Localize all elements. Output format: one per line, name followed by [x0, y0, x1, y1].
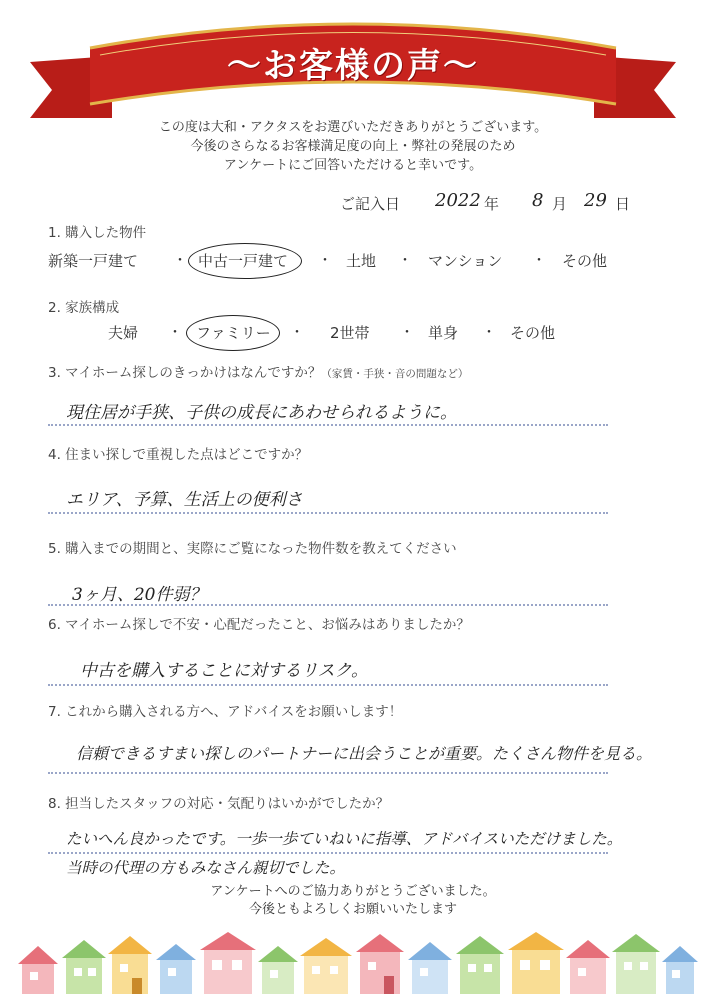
- q6-question: 6. マイホーム探しで不安・心配だったこと、お悩みはありましたか？: [48, 617, 470, 633]
- q3-question-text: 3. マイホーム探しのきっかけはなんですか？: [48, 365, 322, 381]
- q5-answer: 3ヶ月、20件弱？: [72, 585, 207, 605]
- q8-answer-line-1: たいへん良かったです。一歩一歩ていねいに指導、アドバイスいただけました。: [66, 830, 623, 848]
- q3-question: [48, 361, 468, 381]
- q1-option: 土地: [346, 252, 377, 270]
- q7-answer: 信頼できるすまい探しのパートナーに出会うことが重要。たくさん物件を見る。: [76, 744, 653, 763]
- intro-line: この度は大和・アクタスをお選びいただきありがとうございます。: [158, 120, 548, 135]
- q2-question: 2. 家族構成: [48, 300, 120, 316]
- thanks-text: アンケートへのご協力ありがとうございました。: [210, 884, 496, 899]
- house-icon: [200, 932, 256, 994]
- q1-option-selected: 中古一戸建て: [198, 252, 289, 270]
- house-icon: [662, 946, 698, 994]
- q4-question: 4. 住まい探しで重視した点はどこですか？: [48, 447, 309, 463]
- q2-option: 単身: [428, 324, 459, 342]
- q7-question: 7. これから購入される方へ、アドバイスをお願いします！: [48, 704, 403, 720]
- page-title: 〜お客様の声〜: [227, 46, 479, 86]
- q5-answer-line: [48, 604, 608, 606]
- closing-text: 今後ともよろしくお願いいたします: [248, 902, 457, 917]
- house-icon: [612, 934, 660, 994]
- q1-question: 1. 購入した物件: [48, 225, 147, 241]
- house-icon: [566, 940, 610, 994]
- house-icon: [108, 936, 152, 994]
- q1-option: 新築一戸建て: [48, 252, 139, 270]
- q8-answer-line-2: 当時の代理の方もみなさん親切でした。: [66, 859, 346, 877]
- q2-option-selected: ファミリー: [196, 324, 271, 342]
- house-icon: [156, 944, 196, 994]
- q8-question: 8. 担当したスタッフの対応・気配りはいかがでしたか？: [48, 796, 390, 812]
- q7-answer-line: [48, 772, 608, 774]
- q1-option: その他: [562, 252, 608, 270]
- q1-option: マンション: [428, 252, 503, 270]
- q3-answer-line: [48, 424, 608, 426]
- q2-options: 夫婦 ・ ファミリー ・ 2世帯 ・ 単身 ・ その他: [108, 324, 556, 342]
- q2-option: 2世帯: [330, 324, 370, 342]
- q1-options: 新築一戸建て ・ 中古一戸建て ・ 土地 ・ マンション ・ その他: [48, 252, 608, 270]
- q2-option: 夫婦: [108, 324, 139, 342]
- intro-line: 今後のさらなるお客様満足度の向上・弊社の発展のため: [190, 139, 516, 154]
- intro-text: [0, 118, 706, 175]
- date-label: ご記入日: [340, 195, 401, 213]
- date-year: 2022: [435, 190, 481, 211]
- houses-illustration: [0, 928, 706, 1000]
- date-day-unit: 日: [615, 195, 631, 213]
- date-year-unit: 年: [484, 195, 500, 213]
- date-month-unit: 月: [552, 195, 568, 213]
- date-day: 29: [584, 190, 607, 211]
- q3-note: （家賃・手狭・音の問題など）: [321, 368, 469, 380]
- q8-answer-rule: [48, 852, 608, 854]
- q2-selection-circle: [186, 315, 280, 351]
- q3-answer: 現住居が手狭、子供の成長にあわせられるように。: [66, 403, 457, 423]
- date-month: 8: [532, 190, 544, 211]
- q5-question: 5. 購入までの期間と、実際にご覧になった物件数を教えてください: [48, 541, 457, 557]
- house-icon: [356, 934, 404, 994]
- q1-selection-circle: [188, 243, 302, 279]
- intro-line: アンケートにご回答いただけると幸いです。: [223, 158, 483, 173]
- house-icon: [408, 942, 452, 994]
- house-icon: [18, 946, 58, 994]
- house-icon: [300, 938, 352, 994]
- house-icon: [508, 932, 564, 994]
- q4-answer: エリア、予算、生活上の便利さ: [66, 490, 303, 510]
- q2-option: その他: [510, 324, 556, 342]
- house-icon: [62, 940, 106, 994]
- q6-answer: 中古を購入することに対するリスク。: [80, 661, 368, 681]
- house-icon: [456, 936, 504, 994]
- q6-answer-line: [48, 684, 608, 686]
- q4-answer-line: [48, 512, 608, 514]
- house-icon: [258, 946, 298, 994]
